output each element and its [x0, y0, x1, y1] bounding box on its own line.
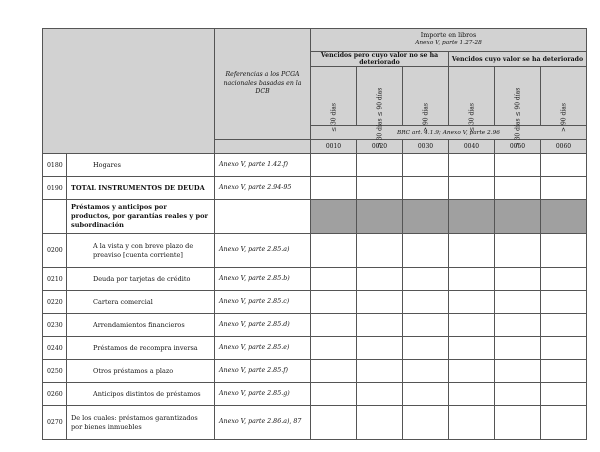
row-label: Otros préstamos a plazo — [67, 360, 215, 383]
row-label: De los cuales: préstamos garantizados por bienes inmuebles — [67, 406, 215, 440]
value-cell — [311, 406, 357, 440]
table-row — [43, 406, 587, 440]
period-header — [311, 67, 357, 132]
value-cell — [541, 360, 587, 383]
value-cell — [495, 360, 541, 383]
value-cell — [541, 177, 587, 200]
value-cell — [449, 314, 495, 337]
value-cell — [403, 337, 449, 360]
column-code: 0010 — [311, 140, 357, 154]
ref-column-header: Referencias a los PCGA nacionales basadas en la DCB — [215, 29, 311, 140]
row-label: Anticipos distintos de préstamos — [67, 383, 215, 406]
value-cell — [541, 383, 587, 406]
value-cell — [357, 406, 403, 440]
shaded-cell — [403, 200, 449, 234]
table-row — [43, 314, 587, 337]
value-cell — [357, 360, 403, 383]
value-cell — [357, 314, 403, 337]
table-row — [43, 360, 587, 383]
value-cell — [403, 383, 449, 406]
value-cell — [357, 268, 403, 291]
row-code: 0240 — [43, 337, 67, 360]
table-row — [43, 337, 587, 360]
value-cell — [403, 234, 449, 268]
value-cell — [357, 234, 403, 268]
value-cell — [541, 406, 587, 440]
table-row — [43, 268, 587, 291]
row-code: 0230 — [43, 314, 67, 337]
period-label: > 90 días — [560, 103, 567, 132]
shaded-cell — [541, 200, 587, 234]
table-row — [43, 383, 587, 406]
row-label: TOTAL INSTRUMENTOS DE DEUDA — [67, 177, 215, 200]
row-label: Préstamos y anticipos por productos, por garantías reales y por subordinación — [67, 200, 215, 234]
value-cell — [495, 383, 541, 406]
value-cell — [449, 291, 495, 314]
ref-header-blank — [215, 140, 311, 154]
value-cell — [403, 177, 449, 200]
value-cell — [495, 234, 541, 268]
row-reference: Anexo V, parte 2.85.d) — [215, 314, 311, 337]
header-blank-cell — [43, 29, 215, 154]
column-code: 0030 — [403, 140, 449, 154]
value-cell — [495, 177, 541, 200]
row-reference: Anexo V, parte 2.85.b) — [215, 268, 311, 291]
shaded-cell — [311, 200, 357, 234]
value-cell — [403, 360, 449, 383]
value-cell — [311, 154, 357, 177]
value-cell — [541, 314, 587, 337]
row-code: 0270 — [43, 406, 67, 440]
period-header — [449, 67, 495, 132]
row-code: 0220 — [43, 291, 67, 314]
value-cell — [311, 383, 357, 406]
table-row — [43, 234, 587, 268]
report-table — [42, 28, 587, 440]
amount-reference: Anexo V, parte 1.27-28 — [415, 40, 482, 47]
value-cell — [403, 154, 449, 177]
value-cell — [449, 234, 495, 268]
row-label: Deuda por tarjetas de crédito — [67, 268, 215, 291]
value-cell — [311, 268, 357, 291]
row-code: 0180 — [43, 154, 67, 177]
value-cell — [357, 154, 403, 177]
row-reference — [215, 200, 311, 234]
row-code: 0190 — [43, 177, 67, 200]
row-code: 0260 — [43, 383, 67, 406]
row-reference: Anexo V, parte 2.94-95 — [215, 177, 311, 200]
row-label: Cartera comercial — [67, 291, 215, 314]
value-cell — [311, 177, 357, 200]
value-cell — [495, 406, 541, 440]
column-code: 0040 — [449, 140, 495, 154]
group-not-impaired-header: Vencidos pero cuyo valor no se ha deteriorado — [311, 52, 449, 67]
value-cell — [449, 406, 495, 440]
value-cell — [541, 291, 587, 314]
row-reference: Anexo V, parte 2.85.f) — [215, 360, 311, 383]
shaded-cell — [495, 200, 541, 234]
row-code: 0250 — [43, 360, 67, 383]
row-reference: Anexo V, parte 2.85.e) — [215, 337, 311, 360]
value-cell — [495, 268, 541, 291]
value-cell — [449, 177, 495, 200]
group-impaired-header: Vencidos cuyo valor se ha deteriorado — [449, 52, 587, 67]
row-code: 0210 — [43, 268, 67, 291]
table-row — [43, 200, 587, 234]
period-header — [541, 67, 587, 132]
period-label: > 90 días — [422, 103, 429, 132]
value-cell — [495, 154, 541, 177]
column-code: 0060 — [541, 140, 587, 154]
table-row — [43, 154, 587, 177]
row-label: Hogares — [67, 154, 215, 177]
value-cell — [541, 337, 587, 360]
column-code: 0050 — [495, 140, 541, 154]
value-cell — [403, 291, 449, 314]
row-code: 0200 — [43, 234, 67, 268]
value-cell — [495, 314, 541, 337]
row-code — [43, 200, 67, 234]
value-cell — [403, 406, 449, 440]
value-cell — [311, 234, 357, 268]
value-cell — [357, 383, 403, 406]
row-label: Arrendamientos financieros — [67, 314, 215, 337]
column-code: 0020 — [357, 140, 403, 154]
amount-header — [311, 29, 587, 52]
row-reference: Anexo V, parte 1.42.f) — [215, 154, 311, 177]
value-cell — [449, 268, 495, 291]
value-cell — [403, 268, 449, 291]
value-cell — [541, 154, 587, 177]
value-cell — [311, 291, 357, 314]
amount-title: Importe en libros — [420, 31, 477, 39]
period-label: ≤ 30 días — [330, 103, 337, 132]
value-cell — [357, 337, 403, 360]
value-cell — [449, 154, 495, 177]
value-cell — [357, 177, 403, 200]
value-cell — [541, 234, 587, 268]
value-cell — [449, 360, 495, 383]
period-header — [403, 67, 449, 132]
shaded-cell — [357, 200, 403, 234]
value-cell — [311, 337, 357, 360]
value-cell — [495, 337, 541, 360]
row-reference: Anexo V, parte 2.86.a), 87 — [215, 406, 311, 440]
period-label: ≤ 30 días — [468, 103, 475, 132]
regulation-note: BRC art. 4.1.9; Anexo V, parte 2.96 — [311, 126, 587, 140]
period-label: > 30 días ≤ 90 días — [514, 87, 521, 148]
row-reference: Anexo V, parte 2.85.a) — [215, 234, 311, 268]
value-cell — [311, 360, 357, 383]
value-cell — [311, 314, 357, 337]
row-reference: Anexo V, parte 2.85.g) — [215, 383, 311, 406]
value-cell — [449, 383, 495, 406]
table-row — [43, 291, 587, 314]
row-label: A la vista y con breve plazo de preaviso [cuenta corriente] — [67, 234, 215, 268]
period-label: > 30 días ≤ 90 días — [376, 87, 383, 148]
row-reference: Anexo V, parte 2.85.c) — [215, 291, 311, 314]
row-label: Préstamos de recompra inversa — [67, 337, 215, 360]
value-cell — [449, 337, 495, 360]
value-cell — [541, 268, 587, 291]
shaded-cell — [449, 200, 495, 234]
value-cell — [357, 291, 403, 314]
table-row — [43, 177, 587, 200]
value-cell — [403, 314, 449, 337]
value-cell — [495, 291, 541, 314]
